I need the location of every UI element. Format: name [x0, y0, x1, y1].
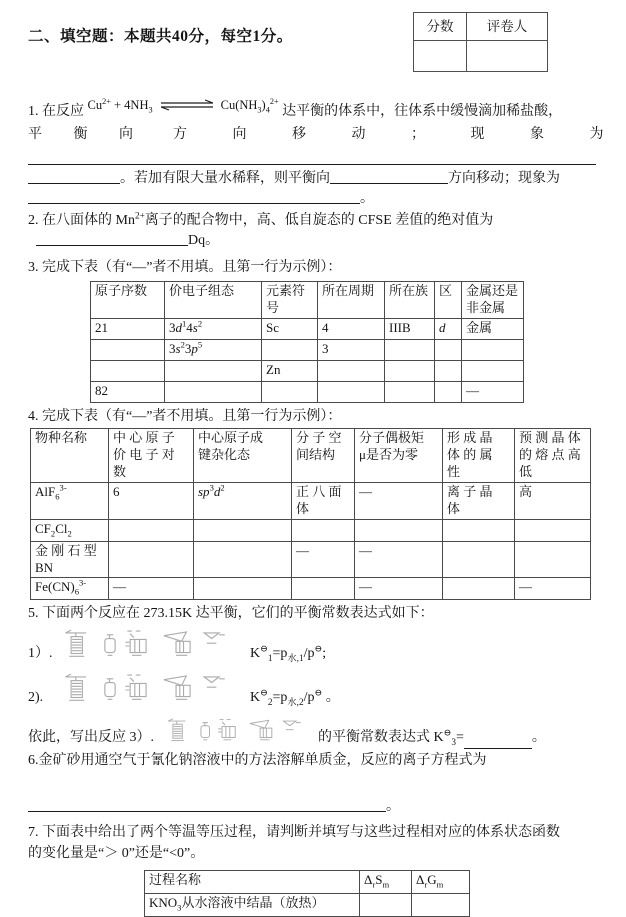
table-cell — [91, 360, 165, 381]
table-cell — [165, 360, 262, 381]
answer-blank — [28, 148, 596, 165]
question-1-line-2 — [28, 125, 625, 145]
column-header: 过程名称 — [145, 870, 360, 893]
table-cell — [462, 339, 524, 360]
table-row — [91, 318, 524, 339]
table-cell: 21 — [91, 318, 165, 339]
q1-line2-right: 方 向 移 动 ； 现 象 为 — [173, 127, 625, 143]
question-5-reaction-2 — [28, 671, 596, 709]
grader-cell-empty — [467, 41, 548, 72]
table-row — [91, 381, 524, 402]
question-1-line-1 — [28, 96, 596, 122]
column-header: 分子偶极矩 μ是否为零 — [355, 429, 443, 483]
table-cell — [443, 519, 515, 541]
table-cell — [443, 578, 515, 600]
table-cell: 正 八 面 体 — [292, 482, 355, 519]
table-cell: — — [355, 578, 443, 600]
table-row — [91, 360, 524, 381]
table-cell: 6 — [109, 482, 194, 519]
table-cell — [435, 381, 462, 402]
table-cell: — — [515, 578, 591, 600]
question-2-line-1: 2. 在八面体的 $Mn^{2+}$离子的配合物中，高、低自旋态的 CFSE 差值的绝对值为 — [28, 210, 494, 229]
table-cell — [91, 339, 165, 360]
table-cell: $KNO_3$从水溶液中结晶（放热） — [145, 893, 360, 916]
question-7-line-1: 7. 下面表中给出了两个等温等压过程，请判断并填写与这些过程相对应的体系状态函数 — [28, 825, 560, 841]
score-cell-empty — [414, 41, 467, 72]
table-cell — [385, 339, 435, 360]
column-header: 中 心 原 子 价 电 子 对 数 — [109, 429, 194, 483]
table-row — [31, 519, 591, 541]
table-cell: 4 — [318, 318, 385, 339]
answer-blank — [464, 734, 532, 749]
question-6-text: 6.金矿砂用通空气于氰化钠溶液中的方法溶解单质金，反应的离子方程式为 — [28, 752, 487, 768]
table-cell: — — [292, 541, 355, 578]
table-cell — [262, 381, 318, 402]
table-cell: — — [109, 578, 194, 600]
answer-blank — [28, 189, 360, 204]
corrupted-formula-image — [162, 715, 310, 749]
reaction-1-expression: $K^⊖_1=p_{水,1}/p^⊖$; — [250, 643, 327, 664]
q1-line2-left: 平 衡 向 — [28, 127, 147, 143]
table-cell: $Fe(CN)_6^{3-}$ — [31, 578, 109, 600]
table-row — [31, 541, 591, 578]
score-label: 分数 — [414, 13, 467, 41]
question-5-reaction-3 — [28, 715, 596, 749]
table-cell — [443, 541, 515, 578]
table-cell: — — [462, 381, 524, 402]
table-cell: 金 刚 石 型 BN — [31, 541, 109, 578]
reaction-1-label: 1）. — [28, 646, 53, 662]
answer-blank — [28, 797, 386, 812]
table-cell — [435, 360, 462, 381]
column-header: 价电子组态 — [165, 282, 262, 319]
table-cell — [109, 541, 194, 578]
answer-blank — [28, 169, 120, 184]
question-2-line-2 — [28, 231, 596, 251]
q6-period: 。 — [386, 798, 400, 814]
table-cell: $3d^14s^2$ — [165, 318, 262, 339]
table-cell — [292, 578, 355, 600]
table-cell: 82 — [91, 381, 165, 402]
question-6-answer-line — [28, 797, 596, 817]
question-3-table — [90, 281, 524, 403]
page-header — [28, 10, 596, 96]
reaction-3-mid: 的平衡常数表达式 $K^⊖_3=$ — [318, 727, 464, 748]
q1-reaction-right: $Cu(NH_3)_4^{2+}$ — [220, 96, 279, 115]
table-cell: $CF_2Cl_2$ — [31, 519, 109, 541]
column-header: 金属还是 非金属 — [462, 282, 524, 319]
equilibrium-arrows-icon — [158, 99, 216, 111]
table-cell: $sp^3d^2$ — [194, 482, 292, 519]
question-1-line-3 — [28, 169, 596, 189]
reaction-3-period: 。 — [531, 730, 546, 746]
q1-suffix: 达平衡的体系中，往体系中缓慢滴加稀盐酸， — [282, 104, 563, 119]
column-header: $\Delta_rG_m$ — [412, 870, 470, 893]
reaction-3-prefix: 依此，写出反应 3）. — [28, 730, 154, 746]
q1-prefix: 1. 在反应 — [28, 104, 84, 119]
question-3-intro: 3. 完成下表（有“—”者不用填。且第一行为示例）： — [28, 259, 342, 275]
table-cell: Zn — [262, 360, 318, 381]
table-cell — [515, 541, 591, 578]
grader-label: 评卷人 — [467, 13, 548, 41]
reaction-2-label: 2). — [28, 690, 44, 706]
table-cell: 金属 — [462, 318, 524, 339]
table-cell — [385, 360, 435, 381]
table-cell: $3s^23p^5$ — [165, 339, 262, 360]
question-4-table — [30, 428, 591, 600]
table-cell — [194, 519, 292, 541]
question-1-line-4 — [28, 189, 596, 209]
table-cell — [360, 893, 412, 916]
corrupted-formula-image — [58, 627, 236, 665]
column-header: 物种名称 — [31, 429, 109, 483]
question-5-reaction-1 — [28, 627, 596, 665]
table-cell: Sc — [262, 318, 318, 339]
table-row — [91, 339, 524, 360]
table-cell — [515, 519, 591, 541]
answer-blank — [330, 169, 448, 184]
q1-line3-seg1: 。若加有限大量水稀释，则平衡向 — [120, 170, 330, 186]
table-cell: d — [435, 318, 462, 339]
q1-line3-seg2: 方向移动；现象为 — [448, 170, 560, 186]
reaction-2-expression: $K^⊖_2=p_{水,2}/p^⊖$ 。 — [250, 687, 340, 708]
table-cell — [355, 519, 443, 541]
table-cell — [462, 360, 524, 381]
section-title: 二、填空题：本题共40分，每空1分。 — [28, 28, 293, 45]
table-cell — [165, 381, 262, 402]
table-cell — [262, 339, 318, 360]
table-cell: 离 子 晶 体 — [443, 482, 515, 519]
table-row — [145, 893, 470, 916]
q1-reaction-left: $Cu^{2+} + 4NH_3$ — [87, 96, 153, 115]
table-cell: 高 — [515, 482, 591, 519]
table-cell — [292, 519, 355, 541]
column-header: 形 成 晶 体 的 属 性 — [443, 429, 515, 483]
answer-blank — [36, 231, 188, 246]
question-5-intro: 5. 下面两个反应在 273.15K 达平衡，它们的平衡常数表达式如下： — [28, 606, 434, 622]
column-header: 元素符 号 — [262, 282, 318, 319]
column-header: 预 测 晶 体 的 熔 点 高 低 — [515, 429, 591, 483]
q2-suffix: Dq。 — [188, 233, 220, 249]
question-7-table — [144, 870, 470, 917]
column-header: 中心原子成 键杂化态 — [194, 429, 292, 483]
corrupted-formula-image — [58, 671, 236, 709]
table-cell — [109, 519, 194, 541]
table-cell — [194, 578, 292, 600]
column-header: 所在族 — [385, 282, 435, 319]
table-cell — [318, 360, 385, 381]
table-cell: — — [355, 482, 443, 519]
question-4-intro: 4. 完成下表（有“—”者不用填。且第一行为示例）： — [28, 408, 342, 424]
q1-line4-period: 。 — [360, 190, 374, 206]
table-cell: 3 — [318, 339, 385, 360]
q1-reaction-formula — [88, 96, 279, 114]
table-cell — [318, 381, 385, 402]
column-header: 分 子 空 间结构 — [292, 429, 355, 483]
table-row — [31, 482, 591, 519]
table-cell — [385, 381, 435, 402]
table-cell: — — [355, 541, 443, 578]
column-header: 区 — [435, 282, 462, 319]
column-header: $\Delta_rS_m$ — [360, 870, 412, 893]
table-cell: AlF$_6^{3-}$ — [31, 482, 109, 519]
question-7-line-2: 的变化量是“＞ 0”还是“<0”。 — [28, 845, 205, 861]
column-header: 所在周期 — [318, 282, 385, 319]
table-cell: IIIB — [385, 318, 435, 339]
table-cell — [435, 339, 462, 360]
column-header: 原子序数 — [91, 282, 165, 319]
table-cell — [412, 893, 470, 916]
table-row — [31, 578, 591, 600]
table-cell — [194, 541, 292, 578]
score-table — [413, 12, 548, 72]
